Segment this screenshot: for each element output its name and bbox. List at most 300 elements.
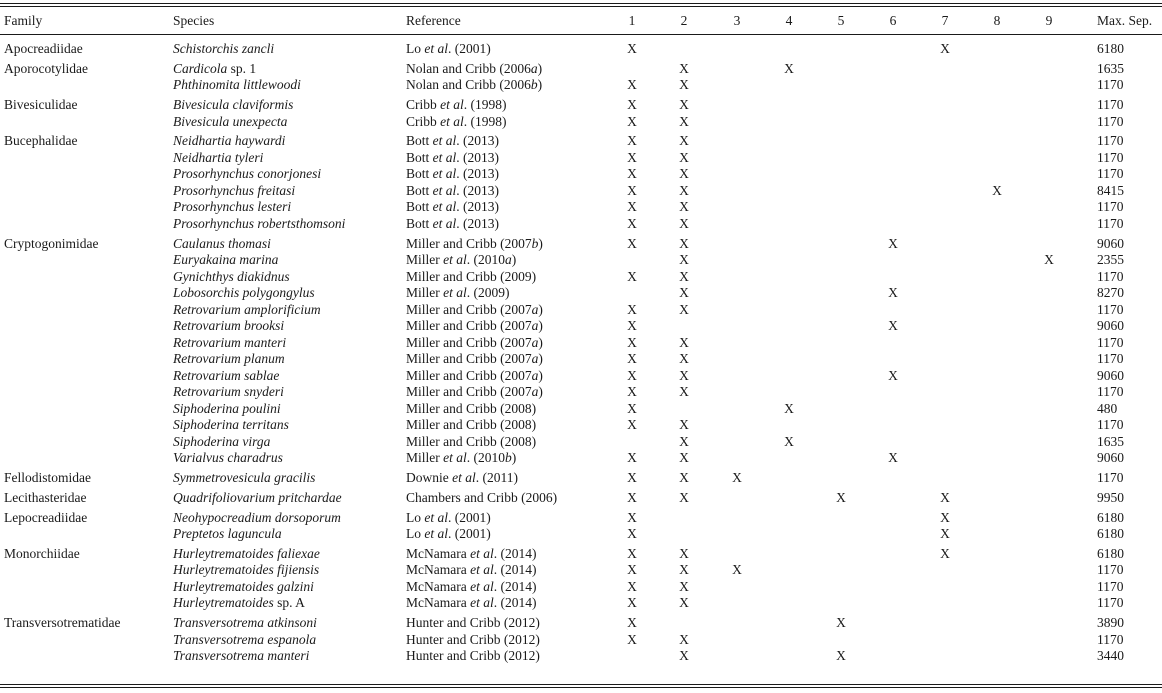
species-name: Retrovarium planum [173,351,285,367]
family-cell: Transversotrematidae [4,615,121,631]
max-sep-cell: 9060 [1097,367,1124,383]
species-cell [173,149,263,166]
presence-mark-region-2: X [679,252,689,268]
species-cell [173,400,281,417]
max-sep-cell: 1170 [1097,301,1124,317]
header-rule [0,34,1162,35]
presence-mark-region-2: X [679,367,689,383]
reference-cell [406,489,557,506]
species-cell [173,631,316,648]
presence-mark-region-1: X [627,450,637,466]
max-sep-cell: 1170 [1097,133,1124,149]
presence-mark-region-2: X [679,60,689,76]
reference-part: b [505,450,512,466]
max-sep-cell: 1170 [1097,113,1124,129]
header-species: Species [173,13,215,28]
reference-part: . (2014) [493,595,537,611]
header-region-1: 1 [628,13,636,28]
reference-cell [406,215,499,232]
reference-part: et al [432,133,457,149]
presence-mark-region-2: X [679,285,689,301]
reference-cell [406,545,536,562]
species-suffix: sp. A [273,595,305,611]
species-name: Gynichthys diakidnus [173,268,290,284]
reference-part: et al [443,450,467,466]
table-row [0,631,1162,648]
presence-mark-region-1: X [627,545,637,561]
presence-mark-region-1: X [627,595,637,611]
reference-cell [406,594,536,611]
species-cell [173,545,320,562]
table-row [0,509,1162,526]
species-name: Quadrifoliovarium pritchardae [173,489,342,505]
presence-mark-region-2: X [679,417,689,433]
family-cell: Lepocreadiidae [4,509,88,525]
species-name: Caulanus thomasi [173,235,271,251]
header-row [0,12,1162,29]
species-cell [173,165,321,182]
table-row [0,400,1162,417]
reference-part: Nolan and Cribb (2006 [406,77,531,93]
reference-part: . (2014) [493,562,537,578]
presence-mark-region-6: X [888,285,898,301]
table-row [0,433,1162,450]
presence-mark-region-2: X [679,433,689,449]
species-cell [173,284,315,301]
presence-mark-region-2: X [679,351,689,367]
header-region-9: 9 [1045,13,1053,28]
max-sep-cell: 6180 [1097,545,1124,561]
reference-part: McNamara [406,595,471,611]
header-max-sep: Max. Sep. [1097,13,1153,28]
table-row [0,449,1162,466]
reference-part: . (2011) [475,470,518,485]
presence-mark-region-1: X [627,562,637,578]
reference-part: ) [538,318,543,334]
table-row [0,367,1162,384]
max-sep-cell: 1170 [1097,166,1124,182]
reference-part: Miller and Cribb (2007 [406,318,532,334]
table-row [0,60,1162,77]
presence-mark-region-8: X [992,182,1002,198]
presence-mark-region-2: X [679,450,689,466]
reference-part: McNamara [406,545,471,561]
family-cell: Monorchiidae [4,545,80,561]
species-name: Retrovarium sablae [173,367,280,383]
reference-part: . (1998) [463,113,507,129]
table-row [0,251,1162,268]
species-cell [173,383,284,400]
species-name: Transversotrema manteri [173,648,310,664]
reference-part: Miller and Cribb (2007 [406,235,532,251]
reference-part: ) [537,77,543,93]
presence-mark-region-1: X [627,417,637,433]
reference-part: Hunter and Cribb (2012) [406,631,540,647]
species-cell [173,268,290,285]
presence-mark-region-2: X [679,631,689,647]
presence-mark-region-2: X [679,133,689,149]
species-cell [173,132,285,149]
reference-part: ) [538,334,543,350]
presence-mark-region-2: X [679,384,689,400]
species-cell [173,113,287,130]
max-sep-cell: 9060 [1097,450,1124,466]
reference-part: Miller [406,252,444,268]
reference-cell [406,317,543,334]
family-cell: Bivesiculidae [4,97,78,113]
reference-cell [406,60,542,77]
header-reference: Reference [406,13,461,28]
presence-mark-region-1: X [627,384,637,400]
presence-mark-region-1: X [627,351,637,367]
reference-part: ) [538,384,543,400]
species-cell [173,251,278,268]
bottom-rule-2 [0,687,1162,688]
reference-part: et al [470,578,494,594]
table-row [0,416,1162,433]
presence-mark-region-2: X [679,648,689,664]
species-name: Hurleytrematoides fijiensis [173,562,320,578]
max-sep-cell: 1170 [1097,470,1124,485]
table-row [0,334,1162,351]
table-row [0,525,1162,542]
reference-cell [406,198,499,215]
top-rule-2 [0,6,1162,7]
reference-part: Downie [406,470,453,485]
reference-part: . (1998) [463,97,507,113]
reference-cell [406,561,536,578]
reference-part: . (2013) [456,133,500,149]
reference-part: Lo [406,509,425,525]
presence-mark-region-1: X [627,199,637,215]
reference-part: et al [424,41,448,56]
reference-part: . (2001) [448,509,491,525]
species-name: Neidhartia tyleri [173,149,264,165]
reference-part: . (2014) [493,545,537,561]
max-sep-cell: 1170 [1097,97,1124,113]
presence-mark-region-1: X [627,133,637,149]
presence-mark-region-3: X [732,562,742,578]
presence-mark-region-2: X [679,334,689,350]
header-region-6: 6 [889,13,897,28]
presence-mark-region-1: X [627,489,637,505]
reference-part: McNamara [406,562,471,578]
family-cell: Fellodistomidae [4,470,91,485]
presence-mark-region-2: X [679,77,689,93]
species-cell [173,350,285,367]
presence-mark-region-5: X [836,615,846,631]
presence-mark-region-6: X [888,318,898,334]
reference-part: ) [537,60,543,76]
header-region-8: 8 [993,13,1001,28]
species-name: Retrovarium amplorificium [173,301,321,317]
reference-cell [406,416,536,433]
species-name: Bivesicula unexpecta [173,113,288,129]
species-name: Prosorhynchus conorjonesi [173,166,322,182]
reference-part: et al [424,509,448,525]
species-cell [173,525,282,542]
species-name: Retrovarium snyderi [173,384,284,400]
reference-part: et al [443,285,467,301]
table-row [0,235,1162,252]
reference-part: ) [538,235,543,251]
reference-part: a [531,301,539,317]
reference-part: a [531,384,539,400]
max-sep-cell: 8415 [1097,182,1124,198]
max-sep-cell: 1170 [1097,215,1124,231]
max-sep-cell: 1170 [1097,578,1124,594]
species-name: Siphoderina territans [173,417,289,433]
reference-part: Bott [406,215,433,231]
presence-mark-region-1: X [627,526,637,542]
reference-cell [406,301,543,318]
reference-part: et al [443,252,467,268]
presence-mark-region-5: X [836,489,846,505]
species-cell [173,416,289,433]
reference-part: . (2010 [466,252,505,268]
species-cell [173,469,315,486]
reference-part: Miller and Cribb (2007 [406,384,532,400]
species-name: Cardicola [173,60,228,76]
max-sep-cell: 480 [1097,400,1118,416]
presence-mark-region-1: X [627,77,637,93]
max-sep-cell: 9060 [1097,235,1124,251]
header-region-7: 7 [941,13,949,28]
reference-part: Miller and Cribb (2007 [406,334,532,350]
species-name: Prosorhynchus freitasi [173,182,296,198]
presence-mark-region-1: X [627,470,637,485]
presence-mark-region-2: X [679,97,689,113]
family-cell: Aporocotylidae [4,60,88,76]
reference-part: . (2010 [466,450,505,466]
species-name: Hurleytrematoides faliexae [173,545,320,561]
species-cell [173,509,341,526]
species-cell [173,40,274,57]
table-row [0,215,1162,232]
reference-part: a [530,60,538,76]
reference-part: Hunter and Cribb (2012) [406,615,540,631]
presence-mark-region-6: X [888,235,898,251]
reference-part: . (2013) [456,199,500,215]
reference-part: et al [470,562,494,578]
species-cell [173,614,317,631]
reference-part: ) [538,301,543,317]
reference-cell [406,449,516,466]
species-name: Siphoderina virga [173,433,271,449]
reference-part: et al [432,166,457,182]
max-sep-cell: 1170 [1097,334,1124,350]
reference-cell [406,469,518,486]
presence-mark-region-2: X [679,268,689,284]
reference-part: et al [452,470,476,485]
max-sep-cell: 9060 [1097,318,1124,334]
reference-part: et al [470,595,494,611]
species-cell [173,317,284,334]
max-sep-cell: 8270 [1097,285,1124,301]
reference-part: Bott [406,199,433,215]
reference-cell [406,149,499,166]
species-name: Hurleytrematoides [173,595,274,611]
species-name: Varialvus charadrus [173,450,283,466]
top-rule [0,3,1162,4]
presence-mark-region-1: X [627,301,637,317]
table-row [0,76,1162,93]
reference-cell [406,284,510,301]
presence-mark-region-2: X [679,301,689,317]
species-cell [173,561,319,578]
reference-cell [406,525,491,542]
max-sep-cell: 1170 [1097,199,1124,215]
species-name: Transversotrema atkinsoni [173,615,317,631]
header-family: Family [4,13,43,28]
presence-mark-region-2: X [679,562,689,578]
reference-part: Miller and Cribb (2008) [406,417,537,433]
species-cell [173,578,314,595]
presence-mark-region-2: X [679,113,689,129]
presence-mark-region-1: X [627,41,637,56]
species-name: Euryakaina marina [173,252,279,268]
species-cell [173,489,342,506]
family-cell: Cryptogonimidae [4,235,99,251]
presence-mark-region-1: X [627,97,637,113]
presence-mark-region-6: X [888,367,898,383]
reference-part: Bott [406,166,433,182]
species-cell [173,235,271,252]
reference-part: ) [511,252,517,268]
max-sep-cell: 6180 [1097,509,1124,525]
reference-part: . (2013) [456,215,500,231]
species-cell [173,647,309,664]
reference-cell [406,132,499,149]
header-region-3: 3 [733,13,741,28]
presence-mark-region-4: X [784,433,794,449]
species-name: Retrovarium brooksi [173,318,285,334]
max-sep-cell: 1170 [1097,149,1124,165]
reference-part: a [531,367,539,383]
species-cell [173,60,256,77]
presence-mark-region-2: X [679,578,689,594]
reference-part: Miller [406,285,444,301]
species-name: Symmetrovesicula gracilis [173,470,316,485]
presence-mark-region-1: X [627,215,637,231]
reference-cell [406,165,499,182]
max-sep-cell: 2355 [1097,252,1124,268]
table-row [0,469,1162,486]
presence-mark-region-2: X [679,489,689,505]
species-cell [173,334,286,351]
reference-part: Lo [406,526,425,542]
reference-part: et al [432,182,457,198]
reference-part: Miller and Cribb (2007 [406,367,532,383]
reference-part: et al [432,215,457,231]
reference-part: et al [440,97,464,113]
species-cell [173,301,321,318]
species-cell [173,367,279,384]
species-cell [173,594,305,611]
presence-mark-region-2: X [679,199,689,215]
max-sep-cell: 1170 [1097,77,1124,93]
species-name: Hurleytrematoides galzini [173,578,314,594]
table-row [0,350,1162,367]
presence-mark-region-1: X [627,615,637,631]
presence-mark-region-2: X [679,215,689,231]
reference-cell [406,350,543,367]
presence-mark-region-1: X [627,268,637,284]
reference-part: a [531,334,539,350]
presence-mark-region-7: X [940,526,950,542]
max-sep-cell: 1170 [1097,417,1124,433]
reference-part: Lo [406,41,425,56]
presence-mark-region-2: X [679,235,689,251]
table-row [0,113,1162,130]
reference-part: Miller and Cribb (2007 [406,351,532,367]
table-row [0,149,1162,166]
species-name: Prosorhynchus lesteri [173,199,292,215]
presence-mark-region-7: X [940,41,950,56]
reference-cell [406,76,542,93]
presence-mark-region-1: X [627,318,637,334]
reference-cell [406,251,516,268]
reference-part: et al [440,113,464,129]
max-sep-cell: 6180 [1097,526,1124,542]
presence-mark-region-1: X [627,166,637,182]
table-row [0,165,1162,182]
max-sep-cell: 1635 [1097,433,1124,449]
reference-cell [406,268,536,285]
reference-part: et al [470,545,494,561]
reference-part: ) [511,450,517,466]
species-name: Transversotrema espanola [173,631,317,647]
reference-part: ) [538,351,543,367]
family-cell: Lecithasteridae [4,489,87,505]
table-row [0,198,1162,215]
header-region-4: 4 [785,13,793,28]
reference-part: . (2014) [493,578,537,594]
bottom-rule [0,684,1162,685]
table-row [0,614,1162,631]
presence-mark-region-2: X [679,182,689,198]
reference-part: Miller and Cribb (2008) [406,433,537,449]
species-name: Phthinomita littlewoodi [173,77,301,93]
presence-mark-region-2: X [679,166,689,182]
reference-cell [406,433,536,450]
presence-mark-region-4: X [784,60,794,76]
reference-part: . (2009) [466,285,510,301]
species-name: Siphoderina poulini [173,400,281,416]
reference-part: et al [424,526,448,542]
reference-part: et al [432,199,457,215]
reference-cell [406,40,491,57]
max-sep-cell: 6180 [1097,41,1124,56]
presence-mark-region-1: X [627,578,637,594]
table-row [0,182,1162,199]
species-name: Prosorhynchus robertsthomsoni [173,215,346,231]
species-cell [173,449,283,466]
reference-part: Miller and Cribb (2007 [406,301,532,317]
species-name: Bivesicula claviformis [173,97,294,113]
max-sep-cell: 1170 [1097,268,1124,284]
presence-mark-region-7: X [940,489,950,505]
reference-part: McNamara [406,578,471,594]
species-cell [173,96,293,113]
reference-part: Hunter and Cribb (2012) [406,648,540,664]
species-name: Neohypocreadium dorsoporum [173,509,341,525]
max-sep-cell: 9950 [1097,489,1124,505]
table-row [0,301,1162,318]
table-row [0,489,1162,506]
reference-cell [406,383,543,400]
reference-part: . (2001) [448,41,491,56]
